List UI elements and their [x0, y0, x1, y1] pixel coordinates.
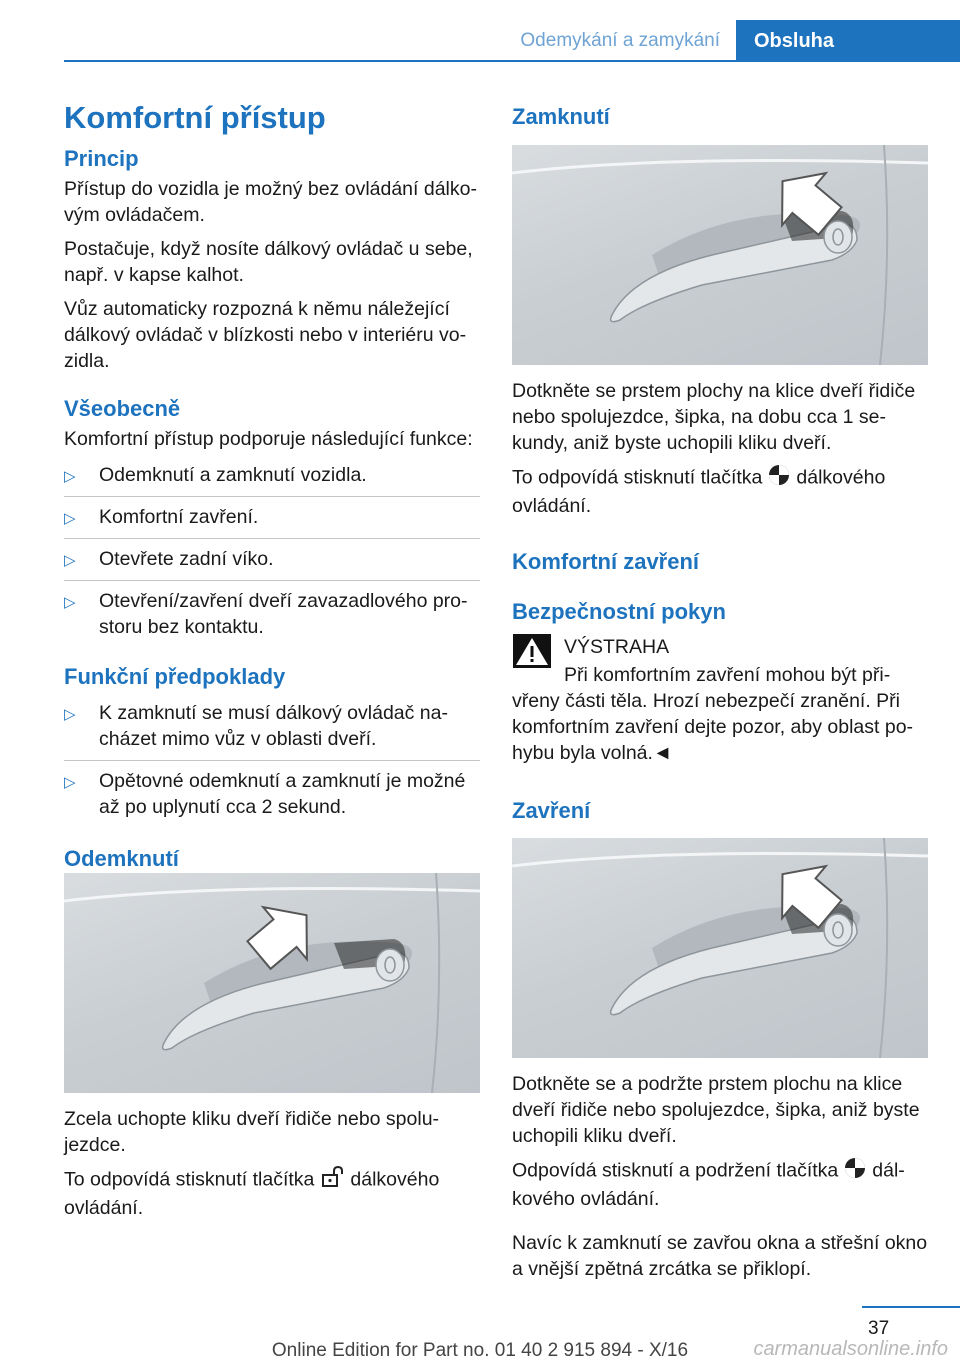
- lock-text-2: To odpovídá stisknutí tlačítka dálkového ovládání.: [512, 464, 928, 519]
- list-item: ▷ Otevření/zavření dveří zavazadlového pro-storu bez kontaktu.: [64, 590, 468, 638]
- general-list: [64, 462, 480, 640]
- lock-button-icon: [768, 464, 790, 493]
- principle-text-1: Přístup do vozidla je možný bez ovládání dálko-vým ovládačem.: [64, 178, 477, 226]
- bullet-triangle-icon: ▷: [64, 594, 76, 611]
- unlock-text: [64, 1106, 480, 1221]
- list-item: ▷ Opětovné odemknutí a zamknutí je možné až po uplynutí cca 2 sekund.: [64, 770, 466, 818]
- door-handle-unlock-image: [64, 873, 480, 1093]
- general-intro: Komfortní přístup podporuje následující funkce:: [64, 428, 473, 450]
- page-title: Komfortní přístup: [64, 100, 326, 135]
- door-handle-close-image: [512, 838, 928, 1058]
- close-heading: Zavření: [512, 798, 591, 823]
- warning-text: Při komfortním zavření mohou být při-vřeny části těla. Hrozí nebezpečí zranění. Při komfortním zavření dejte pozor, aby oblast po-hybu byla volná.◄: [512, 664, 914, 764]
- warning-label: VÝSTRAHA: [564, 636, 670, 658]
- requirements-heading: Funkční předpoklady: [64, 664, 286, 689]
- watermark: carmanualsonline.info: [753, 1338, 948, 1360]
- close-text-3: Navíc k zamknutí se zavřou okna a střešní okno a vnější zpětná zrcátka se přiklopí.: [512, 1232, 928, 1280]
- page-number: 37: [868, 1318, 890, 1339]
- lock-button-icon: [844, 1157, 866, 1186]
- left-column: [64, 100, 480, 872]
- bullet-triangle-icon: ▷: [64, 468, 76, 485]
- lock-heading: Zamknutí: [512, 104, 610, 129]
- door-handle-illustration: [512, 145, 928, 365]
- list-item: ▷ Komfortní zavření.: [64, 504, 480, 530]
- principle-text-3: Vůz automaticky rozpozná k němu náležející dálkový ovládač v blízkosti nebo v interiéru vo-zidla.: [64, 298, 467, 372]
- lock-text-1: Dotkněte se prstem plochy na klice dveří řidiče nebo spolujezdce, šipka, na dobu cca 1 se-kundy, aniž byste uchopili kliku dveří.: [512, 380, 916, 454]
- unlock-text-2: To odpovídá stisknutí tlačítka dálkového ovládání.: [64, 1166, 480, 1221]
- header-section-title: Odemykání a zamykání: [520, 30, 720, 51]
- header-tab: [736, 20, 960, 62]
- requirements-list: [64, 700, 480, 820]
- door-handle-illustration: [512, 838, 928, 1058]
- general-heading: Všeobecně: [64, 396, 181, 421]
- close-text-1: Dotkněte se a podržte prstem plochu na klice dveří řidiče nebo spolujezdce, šipka, aniž byste uchopili kliku dveří.: [512, 1073, 920, 1147]
- bullet-triangle-icon: ▷: [64, 706, 76, 723]
- footer-rule: [862, 1306, 960, 1308]
- list-item: ▷ Otevřete zadní víko.: [64, 546, 480, 572]
- list-item: ▷ K zamknutí se musí dálkový ovládač na-cházet mimo vůz v oblasti dveří.: [64, 700, 480, 752]
- unlock-heading: Odemknutí: [64, 846, 179, 871]
- header-rule: [64, 60, 960, 62]
- close-text: [512, 1071, 928, 1282]
- bullet-triangle-icon: ▷: [64, 774, 76, 791]
- comfort-close-heading: Komfortní zavření: [512, 549, 700, 574]
- header-tab-label: Obsluha: [754, 29, 835, 52]
- principle-heading: Princip: [64, 146, 139, 171]
- door-handle-illustration: [64, 873, 480, 1093]
- door-handle-lock-image: [512, 145, 928, 365]
- list-item: ▷ Odemknutí a zamknutí vozidla.: [64, 462, 480, 488]
- bullet-triangle-icon: ▷: [64, 510, 76, 527]
- footer-edition: Online Edition for Part no. 01 40 2 915 894 - X/16: [271, 1340, 689, 1361]
- bullet-triangle-icon: ▷: [64, 552, 76, 569]
- close-text-2: Odpovídá stisknutí a podržení tlačítka dál-kového ovládání.: [512, 1157, 928, 1212]
- lock-text: [512, 378, 928, 625]
- safety-heading: Bezpečnostní pokyn: [512, 599, 726, 624]
- principle-text-2: Postačuje, když nosíte dálkový ovládač u sebe, např. v kapse kalhot.: [64, 238, 473, 286]
- unlock-text-1: Zcela uchopte kliku dveří řidiče nebo spolu-jezdce.: [64, 1108, 440, 1156]
- unlock-button-icon: [320, 1166, 344, 1195]
